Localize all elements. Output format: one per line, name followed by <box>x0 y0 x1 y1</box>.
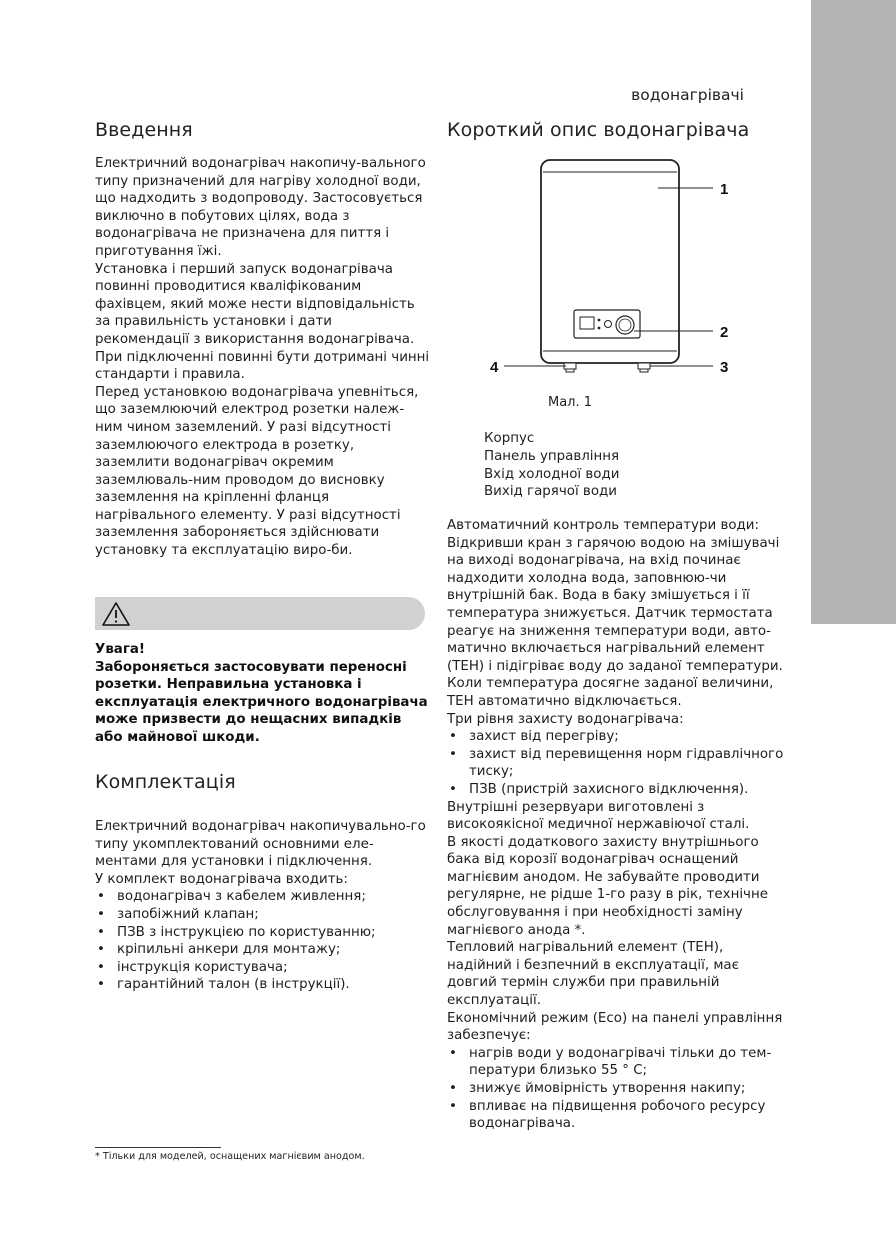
kit-list <box>95 888 430 994</box>
intro-paragraph: Установка і перший запуск водонагрівача повинні проводитися кваліфікованим фахівцем, який може нести відповідальність за правильність установки і дати рекомендації з використання водонагрівача. При підключенні повинні бути дотримані чинні стандарти і правила. <box>95 261 430 383</box>
list-item: • впливає на підвищення робочого ресурсу водонагрівача. <box>447 1098 787 1133</box>
list-item: • захист від перевищення норм гідравлічного тиску; <box>447 746 787 781</box>
legend-item: Вихід гарячої води <box>484 484 617 500</box>
section-tab <box>811 0 896 624</box>
warning-bar <box>95 597 425 630</box>
cold-water-inlet <box>638 363 650 369</box>
list-item: • ПЗВ з інструкцією по користуванню; <box>95 924 430 942</box>
tanks-paragraph: Внутрішні резервуари виготовлені з високоякісної медичної нержавіючої сталі. <box>447 799 750 833</box>
list-item: • нагрів води у водонагрівачі тільки до тем-ператури близько 55 ° С; <box>447 1045 787 1080</box>
warning-icon <box>101 601 131 627</box>
figure-legend <box>484 430 619 501</box>
list-item: • інструкція користувача; <box>95 959 430 977</box>
legend-item: Панель управління <box>484 448 620 464</box>
list-item: • ПЗВ (пристрій захисного відключення). <box>447 781 787 799</box>
protection-intro: Три рівня захисту водонагрівача: <box>447 711 684 727</box>
anode-paragraph: В якості додаткового захисту внутрішнього бака від корозії водонагрівач оснащений магнієвим анодом. Не забувайте проводити регулярне, не рідше 1-го разу в рік, технічне обслуговування і при необхідності заміну магнієвого анода *. <box>447 834 768 938</box>
list-item: • кріпильні анкери для монтажу; <box>95 941 430 959</box>
protection-list <box>447 728 787 798</box>
intro-paragraph: Електричний водонагрівач накопичу-вального типу призначений для нагріву холодної води, що надходить з водопроводу. Застосовується виключно в побутових цілях, вода з водонагрівача не призначена для пиття і приготування їжі. <box>95 156 426 259</box>
eco-intro: Економічний режим (Eco) на панелі управління забезпечує: <box>447 1010 783 1044</box>
figure-label: 1 <box>720 181 729 198</box>
kit-title: Комплектація <box>95 771 236 793</box>
intro-paragraph: Перед установкою водонагрівача упевніться, що заземлюючий електрод розетки належ-ним чином заземлений. У разі відсутності заземлюючого електрода в розетку, заземлити водонагрівач окремим заземлюваль-ним проводом до висновку заземлення на кріпленні фланця нагрівального елементу. У разі відсутності заземлення забороняється здійснювати установку та експлуатацію виро-би. <box>95 384 419 559</box>
list-item: • захист від перегріву; <box>447 728 787 746</box>
footnote-divider <box>95 1147 221 1148</box>
heater-paragraph: Тепловий нагрівальний елемент (ТЕН), надійний і безпечний в експлуатації, має довгий термін служби при правильній експлуатації. <box>447 940 739 1009</box>
warning-body: Забороняється застосовувати переносні розетки. Неправильна установка і експлуатація електричного водонагрівача може призвести до нещасних випадків або майнової шкоди. <box>95 659 428 745</box>
description-text <box>447 517 787 1133</box>
warning-text <box>95 641 430 746</box>
footnote: * Тільки для моделей, оснащених магнієвим анодом. <box>95 1151 365 1162</box>
figure-label: 2 <box>720 324 729 341</box>
eco-list <box>447 1045 787 1133</box>
kit-list-intro: У комплект водонагрівача входить: <box>95 871 348 887</box>
list-item: • гарантійний талон (в інструкції). <box>95 976 430 994</box>
list-item: • водонагрівач з кабелем живлення; <box>95 888 430 906</box>
list-item: • знижує ймовірність утворення накипу; <box>447 1080 787 1098</box>
kit-paragraph: Електричний водонагрівач накопичувально-го типу укомплектований основними еле-ментами для установки і підключення. <box>95 819 426 870</box>
auto-control-paragraph: Автоматичний контроль температури води: Відкривши кран з гарячою водою на змішувачі на виході водонагрівача, на вхід починає надходити холодна вода, заповнюю-чи внутрішній бак. Вода в баку змішується і її температура знижується. Датчик термостата реагує на зниження температури води, авто-матично включається нагрівальний елемент (ТЕН) і підігріває воду до заданої температури. Коли температура досягне заданої величини, ТЕН автоматично відключається. <box>447 518 783 709</box>
warning-title: Увага! <box>95 642 145 657</box>
kit-text <box>95 818 430 994</box>
water-heater-figure <box>480 150 750 385</box>
figure-caption: Мал. 1 <box>547 395 593 410</box>
figure-label: 4 <box>490 359 499 376</box>
page-category: водонагрівачі <box>631 86 744 104</box>
figure-label: 3 <box>720 359 729 376</box>
legend-item: Корпус <box>484 431 535 446</box>
list-item: • запобіжний клапан; <box>95 906 430 924</box>
intro-text <box>95 155 430 560</box>
intro-title: Введення <box>95 119 193 141</box>
description-title: Короткий опис водонагрівача <box>447 119 750 141</box>
legend-item: Вхід холодної води <box>484 466 620 482</box>
